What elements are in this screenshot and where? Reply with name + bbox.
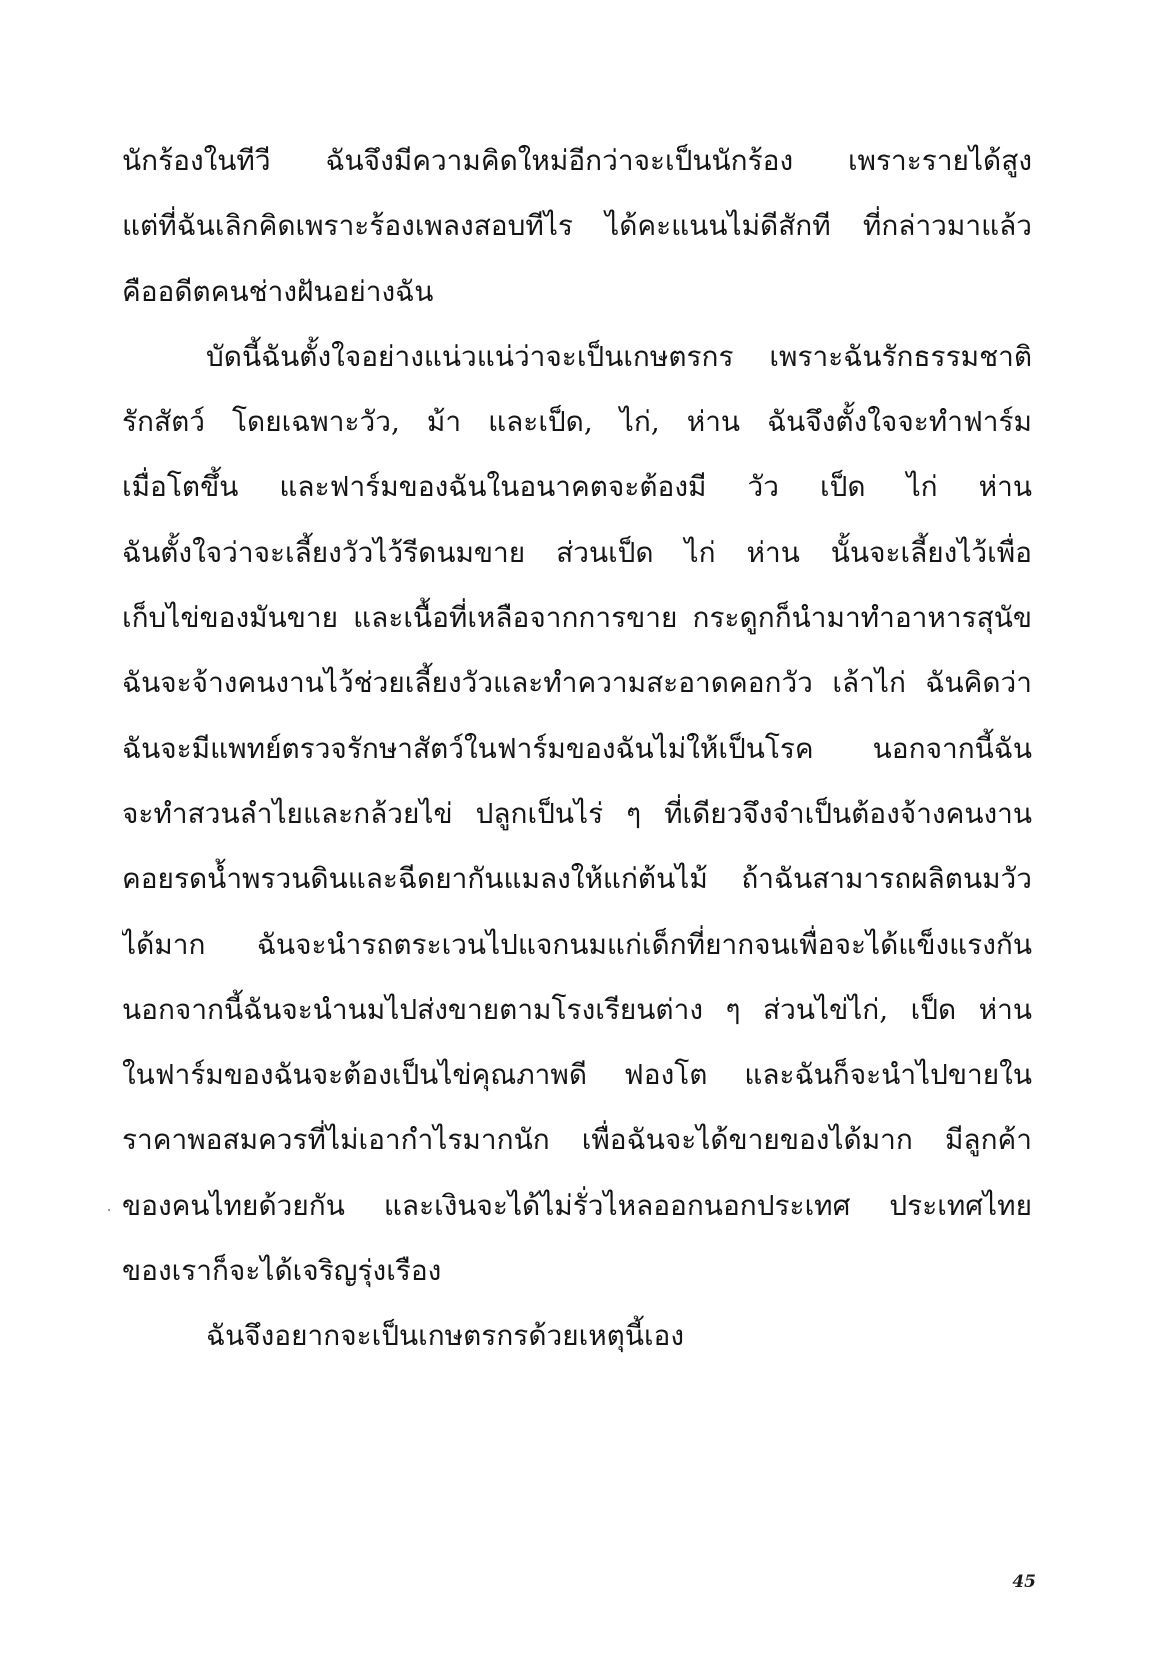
- text-line: บัดนี้ฉันตั้งใจอย่างแน่วแน่ว่าจะเป็นเกษตรกร เพราะฉันรักธรรมชาติ: [206, 339, 1032, 373]
- text-line: ของคนไทยด้วยกัน และเงินจะได้ไม่รั่วไหลออกนอกประเทศ ประเทศไทย: [122, 1188, 1032, 1222]
- text-line: นักร้องในทีวี ฉันจึงมีความคิดใหม่อีกว่าจะเป็นนักร้อง เพราะรายได้สูง: [122, 144, 1032, 177]
- paragraph: [122, 128, 1032, 324]
- text-line: ฉันจะจ้างคนงานไว้ช่วยเลี้ยงวัวและทำความสะอาดคอกวัว เล้าไก่ ฉันคิดว่า: [122, 666, 1032, 700]
- paragraph: [122, 1303, 1032, 1368]
- text-line: ในฟาร์มของฉันจะต้องเป็นไข่คุณภาพดี ฟองโต และฉันก็จะนำไปขายใน: [122, 1058, 1032, 1092]
- text-line: คอยรดน้ำพรวนดินและฉีดยากันแมลงให้แก่ต้นไม้ ถ้าฉันสามารถผลิตนมวัว: [122, 862, 1032, 896]
- text-line: รักสัตว์ โดยเฉพาะวัว, ม้า และเป็ด, ไก่, ห่าน ฉันจึงตั้งใจจะทำฟาร์ม: [122, 405, 1032, 439]
- text-line: ฉันจะมีแพทย์ตรวจรักษาสัตว์ในฟาร์มของฉันไม่ให้เป็นโรค นอกจากนี้ฉัน: [122, 731, 1032, 765]
- text-line: ของเราก็จะได้เจริญรุ่งเรือง: [122, 1254, 442, 1288]
- page-number: 45: [1012, 1572, 1036, 1592]
- text-line: ได้มาก ฉันจะนำรถตระเวนไปแจกนมแก่เด็กที่ยากจนเพื่อจะได้แข็งแรงกัน: [122, 927, 1032, 961]
- text-line: นอกจากนี้ฉันจะนำนมไปส่งขายตามโรงเรียนต่าง ๆ ส่วนไข่ไก่, เป็ด ห่าน: [122, 992, 1032, 1026]
- text-line: จะทำสวนลำไยและกล้วยไข่ ปลูกเป็นไร่ ๆ ที่เดียวจึงจำเป็นต้องจ้างคนงาน: [122, 796, 1032, 830]
- text-line: ฉันจึงอยากจะเป็นเกษตรกรด้วยเหตุนี้เอง: [206, 1319, 685, 1353]
- text-line: ฉันตั้งใจว่าจะเลี้ยงวัวไว้รีดนมขาย ส่วนเป็ด ไก่ ห่าน นั้นจะเลี้ยงไว้เพื่อ: [122, 535, 1032, 569]
- body-text: [122, 128, 1032, 1369]
- paragraph: [122, 324, 1032, 1303]
- text-line: เก็บไข่ของมันขาย และเนื้อที่เหลือจากการขาย กระดูกก็นำมาทำอาหารสุนัข: [122, 601, 1032, 635]
- scan-speck: [108, 1209, 110, 1211]
- text-line: คืออดีตคนช่างฝันอย่างฉัน: [122, 274, 434, 308]
- text-line: ราคาพอสมควรที่ไม่เอากำไรมากนัก เพื่อฉันจะได้ขายของได้มาก มีลูกค้า: [122, 1123, 1032, 1157]
- text-line: เมื่อโตขึ้น และฟาร์มของฉันในอนาคตจะต้องมี วัว เป็ด ไก่ ห่าน: [122, 470, 1032, 504]
- text-line: แต่ที่ฉันเลิกคิดเพราะร้องเพลงสอบทีไร ได้คะแนนไม่ดีสักที ที่กล่าวมาแล้ว: [122, 209, 1032, 243]
